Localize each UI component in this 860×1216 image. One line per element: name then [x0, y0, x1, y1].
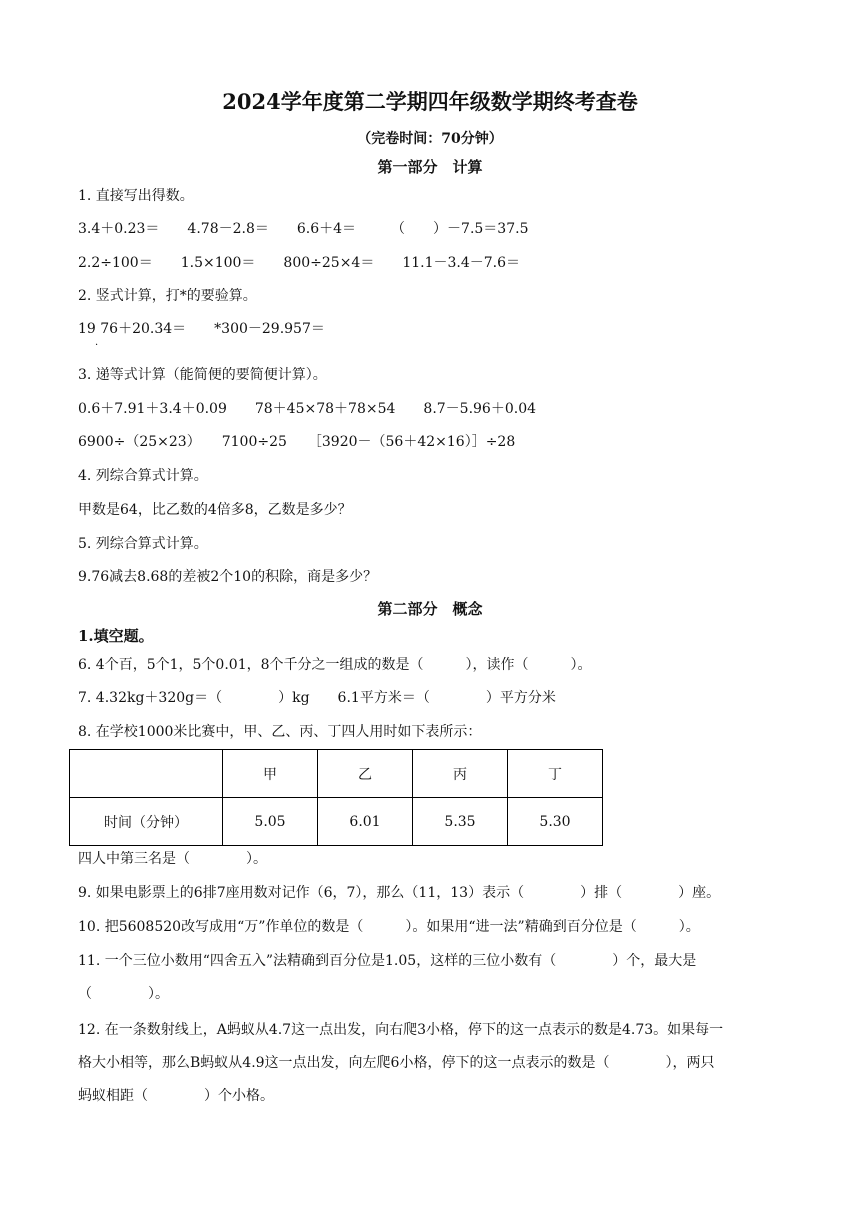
table-header-cell: 丁 [508, 750, 603, 798]
q1-row2: 2.2÷100＝ 1.5×100＝ 800÷25×4＝ 11.1－3.4－7.6＝ [78, 255, 521, 271]
race-time-table [69, 749, 603, 846]
q8-answer: 四人中第三名是（ ）。 [78, 851, 267, 867]
table-row-label: 时间（分钟） [70, 798, 223, 846]
fill-in-heading: 1.填空题。 [78, 627, 154, 645]
exam-time-limit: （完卷时间：70分钟） [357, 131, 503, 147]
q12-line3: 蚂蚁相距（ ）个小格。 [78, 1088, 274, 1104]
q11-line1: 11. 一个三位小数用“四舍五入”法精确到百分位是1.05，这样的三位小数有（ ）个，最大是 [78, 953, 697, 969]
q3-prompt: 3. 递等式计算（能简便的要简便计算）。 [78, 367, 327, 383]
q2-row1: 19 76＋20.34＝ *300－29.957＝ [78, 321, 325, 337]
table-cell: 5.35 [413, 798, 508, 846]
table-header-cell: 甲 [223, 750, 318, 798]
table-cell: 5.30 [508, 798, 603, 846]
q3-row1: 0.6＋7.91＋3.4＋0.09 78＋45×78＋78×54 8.7－5.96＋0.04 [78, 401, 537, 417]
q5-prompt: 5. 列综合算式计算。 [78, 536, 208, 552]
q3-row2: 6900÷（25×23） 7100÷25 ［3920－（56＋42×16）］÷28 [78, 434, 516, 450]
q11-line2: （ ）。 [78, 986, 169, 1002]
q1-prompt: 1. 直接写出得数。 [78, 188, 194, 204]
part2-heading: 第二部分 概念 [377, 600, 483, 618]
q7: 7. 4.32kg＋320g＝（ ）kg 6.1平方米＝（ ）平方分米 [78, 690, 556, 706]
q12-line1: 12. 在一条数射线上，A蚂蚁从4.7这一点出发，向右爬3小格，停下的这一点表示的数是4.73。如果每一 [78, 1022, 724, 1038]
q9: 9. 如果电影票上的6排7座用数对记作（6，7），那么（11，13）表示（ ）排（ ）座。 [78, 885, 721, 901]
q4-prompt: 4. 列综合算式计算。 [78, 468, 208, 484]
table-header-cell: 丙 [413, 750, 508, 798]
exam-title: 2024学年度第二学期四年级数学期终考查卷 [222, 89, 638, 114]
part1-heading: 第一部分 计算 [377, 158, 483, 176]
q8: 8. 在学校1000米比赛中，甲、乙、丙、丁四人用时如下表所示： [78, 724, 482, 740]
q4-text: 甲数是64，比乙数的4倍多8，乙数是多少？ [78, 502, 352, 518]
q6: 6. 4个百，5个1，5个0.01，8个千分之一组成的数是（ ），读作（ ）。 [78, 657, 592, 673]
q10: 10. 把5608520改写成用“万”作单位的数是（ ）。如果用“进一法”精确到百分位是（ ）。 [78, 919, 700, 935]
table-row [70, 750, 603, 798]
q1-row1: 3.4＋0.23＝ 4.78－2.8＝ 6.6＋4＝ （ ）－7.5＝37.5 [78, 221, 529, 237]
q2-prompt: 2. 竖式计算，打*的要验算。 [78, 288, 257, 304]
table-cell: 6.01 [318, 798, 413, 846]
stray-dot: · [95, 340, 99, 351]
table-header-cell [70, 750, 223, 798]
q5-text: 9.76减去8.68的差被2个10的积除，商是多少？ [78, 569, 378, 585]
q12-line2: 格大小相等，那么B蚂蚁从4.9这一点出发，向左爬6小格，停下的这一点表示的数是（ ），两只 [78, 1055, 715, 1071]
table-header-cell: 乙 [318, 750, 413, 798]
table-cell: 5.05 [223, 798, 318, 846]
table-row [70, 798, 603, 846]
